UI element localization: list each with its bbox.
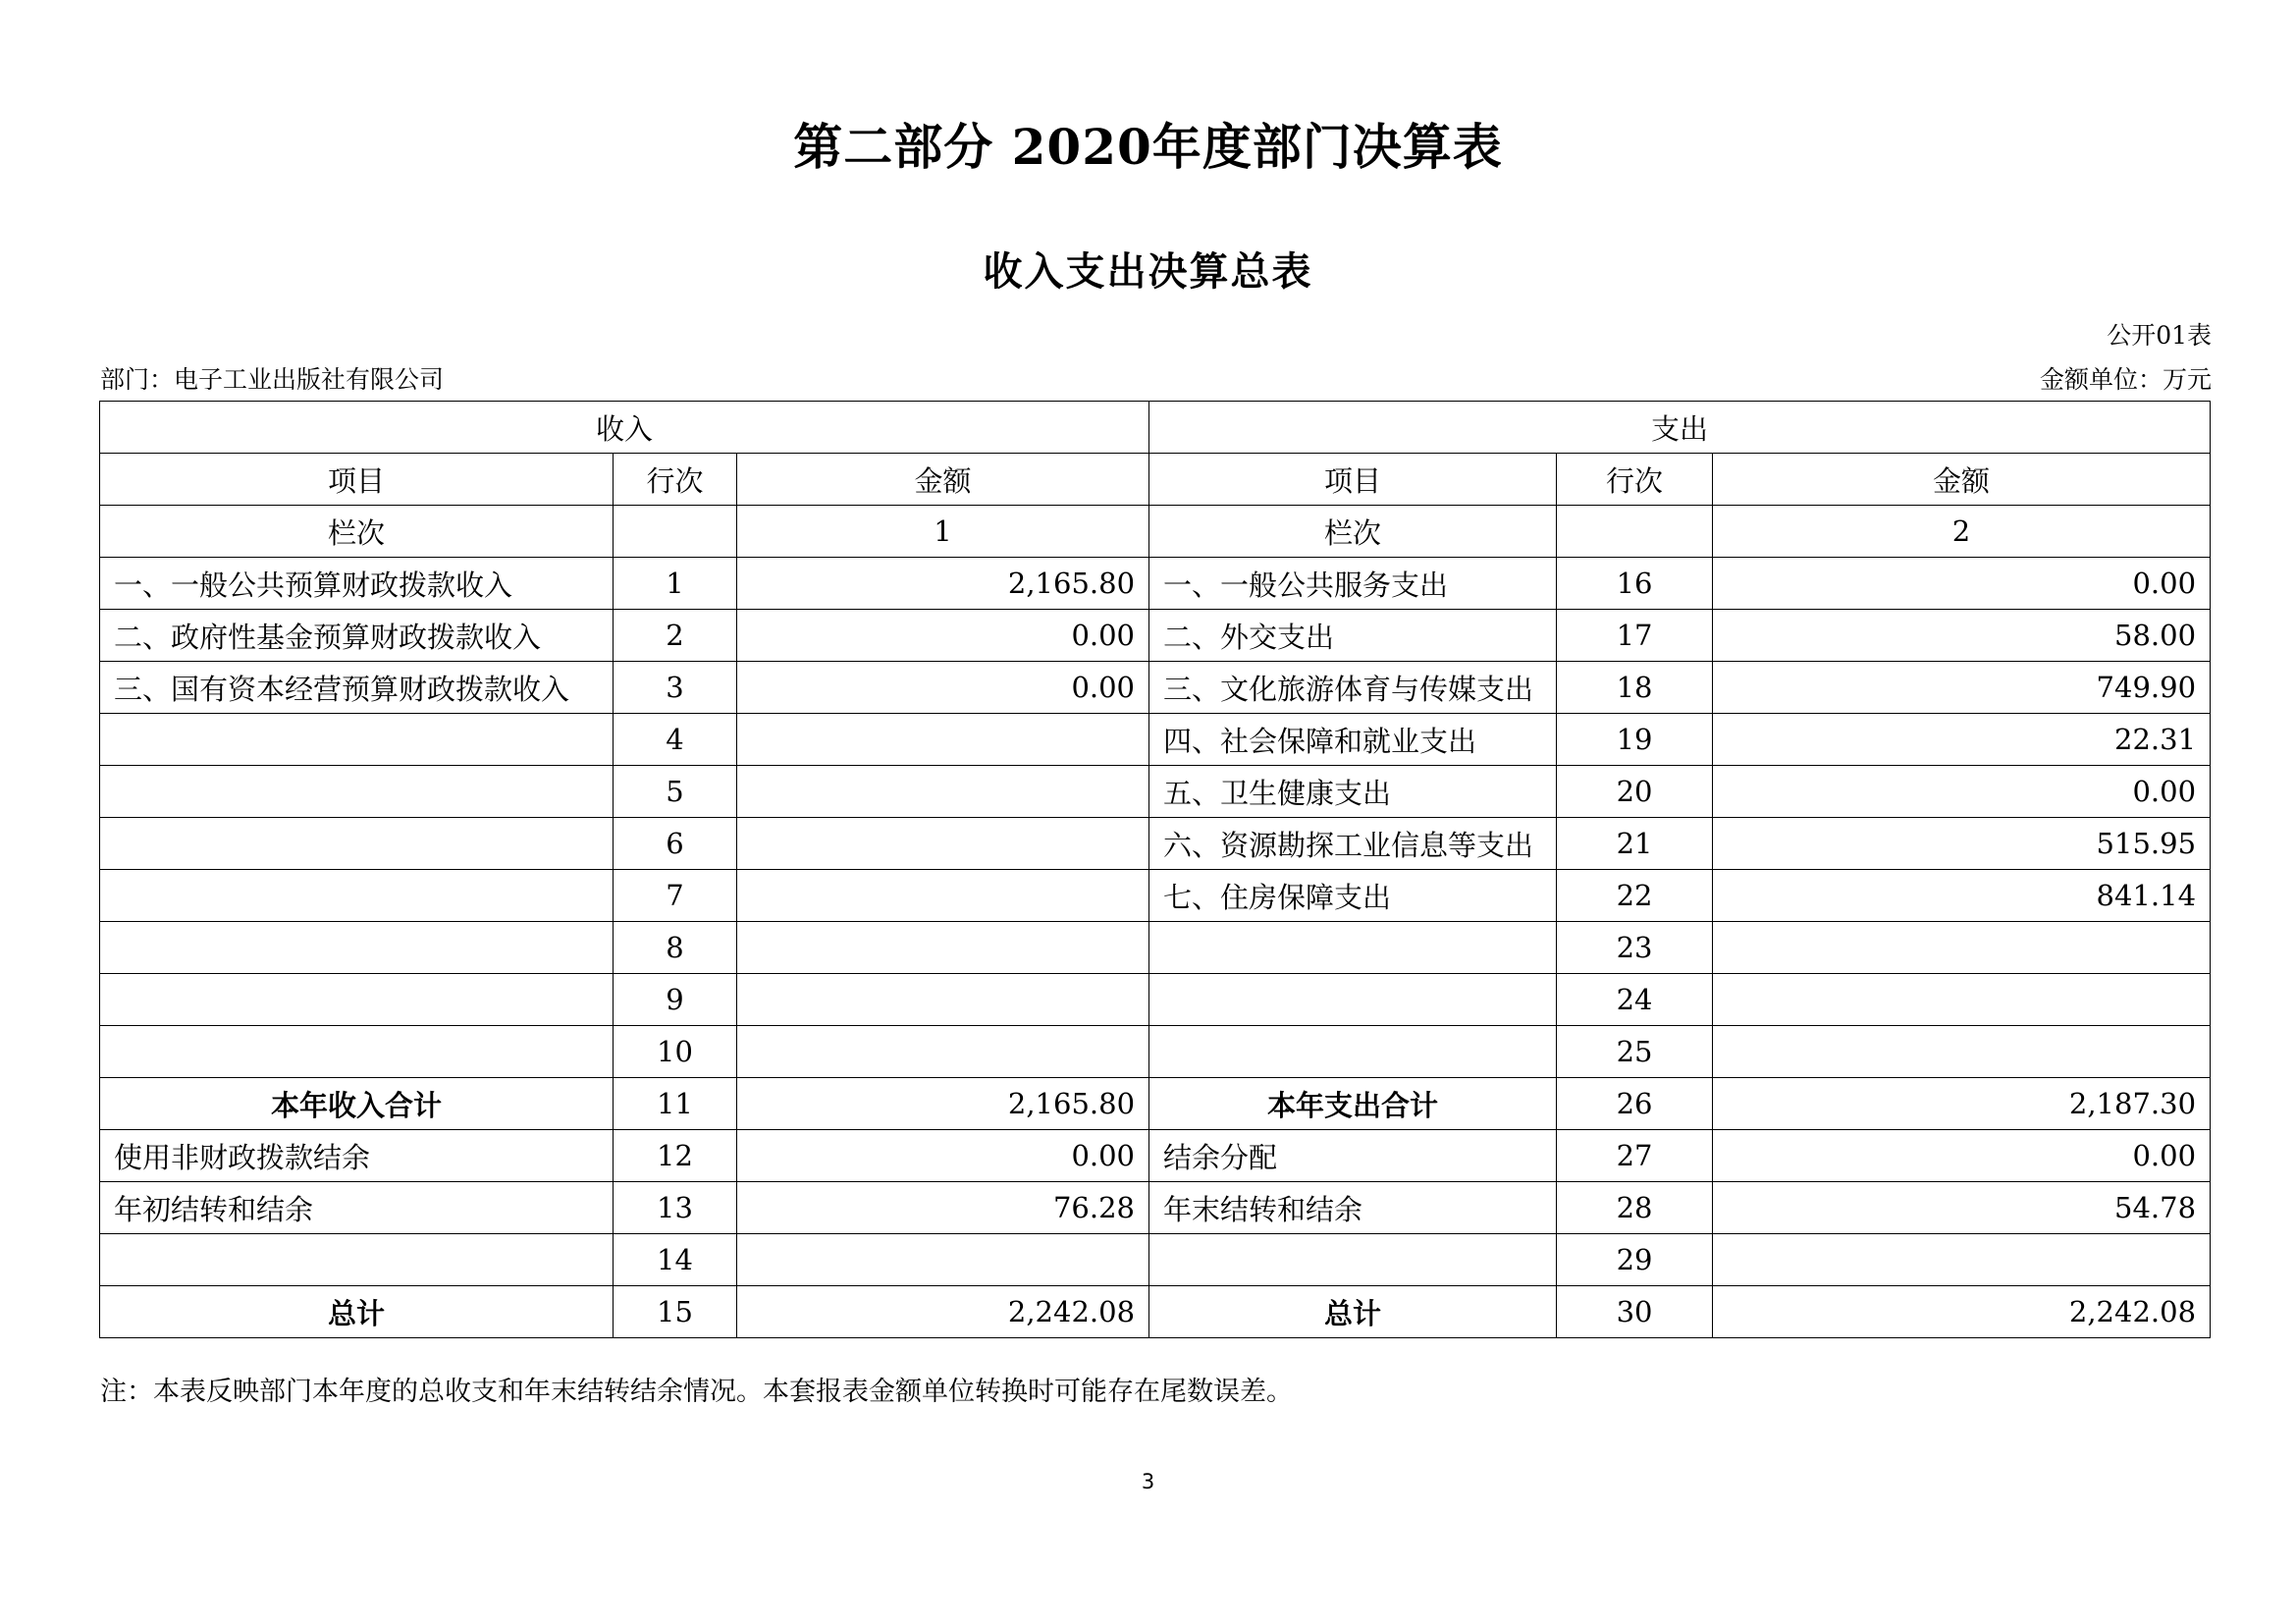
expense-column-index: 2 bbox=[1713, 506, 2211, 558]
expense-amount-cell: 2,242.08 bbox=[1713, 1286, 2211, 1338]
income-item-cell: 总计 bbox=[100, 1286, 614, 1338]
income-amount-cell bbox=[737, 922, 1149, 974]
income-item-cell: 本年收入合计 bbox=[100, 1078, 614, 1130]
expense-item-cell bbox=[1149, 974, 1557, 1026]
income-amount-cell: 2,242.08 bbox=[737, 1286, 1149, 1338]
expense-item-cell: 三、文化旅游体育与传媒支出 bbox=[1149, 662, 1557, 714]
expense-amount-cell bbox=[1713, 922, 2211, 974]
income-item-cell: 二、政府性基金预算财政拨款收入 bbox=[100, 610, 614, 662]
income-section-header: 收入 bbox=[100, 402, 1149, 454]
expense-item-cell bbox=[1149, 1026, 1557, 1078]
income-amount-cell: 0.00 bbox=[737, 610, 1149, 662]
income-line-no-cell: 14 bbox=[614, 1234, 737, 1286]
income-item-cell: 年初结转和结余 bbox=[100, 1182, 614, 1234]
income-item-cell bbox=[100, 974, 614, 1026]
income-line-no-cell: 4 bbox=[614, 714, 737, 766]
table-row bbox=[100, 662, 2211, 714]
table-row bbox=[100, 870, 2211, 922]
income-line-no-cell: 13 bbox=[614, 1182, 737, 1234]
table-row bbox=[100, 610, 2211, 662]
expense-line-no-cell: 20 bbox=[1557, 766, 1713, 818]
income-item-cell bbox=[100, 818, 614, 870]
expense-item-cell: 总计 bbox=[1149, 1286, 1557, 1338]
table-row bbox=[100, 766, 2211, 818]
table-title: 收入支出决算总表 bbox=[983, 249, 1313, 295]
expense-line-no-cell: 27 bbox=[1557, 1130, 1713, 1182]
income-amount-cell bbox=[737, 870, 1149, 922]
income-line-no-cell: 1 bbox=[614, 558, 737, 610]
expense-line-no-cell: 18 bbox=[1557, 662, 1713, 714]
income-column-label: 栏次 bbox=[100, 506, 614, 558]
expense-item-header: 项目 bbox=[1149, 454, 1557, 506]
income-line-no-header: 行次 bbox=[614, 454, 737, 506]
expense-amount-cell: 749.90 bbox=[1713, 662, 2211, 714]
table-row bbox=[100, 1182, 2211, 1234]
table-row bbox=[100, 974, 2211, 1026]
income-item-cell bbox=[100, 714, 614, 766]
expense-item-cell: 年末结转和结余 bbox=[1149, 1182, 1557, 1234]
income-item-cell: 一、一般公共预算财政拨款收入 bbox=[100, 558, 614, 610]
footnote: 注：本表反映部门本年度的总收支和年末结转结余情况。本套报表金额单位转换时可能存在尾数误差。 bbox=[100, 1377, 1293, 1407]
income-line-no-cell: 2 bbox=[614, 610, 737, 662]
income-line-no-cell: 6 bbox=[614, 818, 737, 870]
table-row bbox=[100, 922, 2211, 974]
income-amount-cell: 0.00 bbox=[737, 662, 1149, 714]
expense-amount-cell: 2,187.30 bbox=[1713, 1078, 2211, 1130]
income-line-no-cell: 15 bbox=[614, 1286, 737, 1338]
income-item-cell bbox=[100, 766, 614, 818]
income-line-no-cell: 9 bbox=[614, 974, 737, 1026]
expense-amount-cell bbox=[1713, 1234, 2211, 1286]
income-amount-cell bbox=[737, 766, 1149, 818]
expense-line-no-cell: 17 bbox=[1557, 610, 1713, 662]
expense-amount-cell bbox=[1713, 974, 2211, 1026]
expense-amount-cell: 54.78 bbox=[1713, 1182, 2211, 1234]
expense-amount-cell: 58.00 bbox=[1713, 610, 2211, 662]
header-row-section bbox=[100, 402, 2211, 454]
expense-amount-cell: 22.31 bbox=[1713, 714, 2211, 766]
income-amount-cell: 76.28 bbox=[737, 1182, 1149, 1234]
expense-item-cell: 一、一般公共服务支出 bbox=[1149, 558, 1557, 610]
expense-line-no-header: 行次 bbox=[1557, 454, 1713, 506]
income-line-no-cell: 12 bbox=[614, 1130, 737, 1182]
income-line-no-cell: 8 bbox=[614, 922, 737, 974]
header-row-column-index bbox=[100, 506, 2211, 558]
expense-amount-cell: 515.95 bbox=[1713, 818, 2211, 870]
income-line-no-cell: 10 bbox=[614, 1026, 737, 1078]
expense-amount-cell: 0.00 bbox=[1713, 1130, 2211, 1182]
form-number: 公开01表 bbox=[2107, 321, 2212, 350]
expense-line-no-cell: 22 bbox=[1557, 870, 1713, 922]
income-item-cell bbox=[100, 1026, 614, 1078]
department-label: 部门：电子工业出版社有限公司 bbox=[100, 365, 445, 394]
table-row bbox=[100, 714, 2211, 766]
income-item-header: 项目 bbox=[100, 454, 614, 506]
income-line-no-cell: 11 bbox=[614, 1078, 737, 1130]
income-expense-table bbox=[99, 401, 2211, 1338]
income-item-cell bbox=[100, 870, 614, 922]
income-item-cell bbox=[100, 1234, 614, 1286]
table-row bbox=[100, 1234, 2211, 1286]
expense-item-cell: 结余分配 bbox=[1149, 1130, 1557, 1182]
expense-amount-cell bbox=[1713, 1026, 2211, 1078]
income-item-cell bbox=[100, 922, 614, 974]
expense-line-no-cell: 28 bbox=[1557, 1182, 1713, 1234]
expense-amount-cell: 0.00 bbox=[1713, 766, 2211, 818]
expense-line-no-cell: 25 bbox=[1557, 1026, 1713, 1078]
expense-column-label: 栏次 bbox=[1149, 506, 1557, 558]
income-line-no-cell: 3 bbox=[614, 662, 737, 714]
table-row bbox=[100, 1130, 2211, 1182]
expense-line-no-cell: 30 bbox=[1557, 1286, 1713, 1338]
expense-line-no-cell: 21 bbox=[1557, 818, 1713, 870]
income-amount-cell bbox=[737, 1234, 1149, 1286]
income-amount-cell: 0.00 bbox=[737, 1130, 1149, 1182]
expense-item-cell bbox=[1149, 922, 1557, 974]
expense-item-cell bbox=[1149, 1234, 1557, 1286]
income-amount-cell: 2,165.80 bbox=[737, 1078, 1149, 1130]
table-row bbox=[100, 1078, 2211, 1130]
table-row bbox=[100, 558, 2211, 610]
expense-line-no-cell: 19 bbox=[1557, 714, 1713, 766]
income-amount-cell bbox=[737, 974, 1149, 1026]
expense-section-header: 支出 bbox=[1149, 402, 2211, 454]
header-row-columns bbox=[100, 454, 2211, 506]
expense-amount-cell: 0.00 bbox=[1713, 558, 2211, 610]
expense-amount-cell: 841.14 bbox=[1713, 870, 2211, 922]
expense-line-no-cell: 26 bbox=[1557, 1078, 1713, 1130]
expense-item-cell: 二、外交支出 bbox=[1149, 610, 1557, 662]
table-row bbox=[100, 1286, 2211, 1338]
table-row bbox=[100, 1026, 2211, 1078]
income-amount-cell bbox=[737, 1026, 1149, 1078]
expense-item-cell: 五、卫生健康支出 bbox=[1149, 766, 1557, 818]
income-column-index: 1 bbox=[737, 506, 1149, 558]
income-line-no-cell: 7 bbox=[614, 870, 737, 922]
document-title: 第二部分 2020年度部门决算表 bbox=[793, 118, 1503, 176]
expense-line-no-cell: 24 bbox=[1557, 974, 1713, 1026]
income-amount-cell: 2,165.80 bbox=[737, 558, 1149, 610]
income-item-cell: 三、国有资本经营预算财政拨款收入 bbox=[100, 662, 614, 714]
expense-item-cell: 七、住房保障支出 bbox=[1149, 870, 1557, 922]
expense-item-cell: 六、资源勘探工业信息等支出 bbox=[1149, 818, 1557, 870]
table-row bbox=[100, 818, 2211, 870]
expense-item-cell: 四、社会保障和就业支出 bbox=[1149, 714, 1557, 766]
income-amount-header: 金额 bbox=[737, 454, 1149, 506]
income-column-blank bbox=[614, 506, 737, 558]
expense-line-no-cell: 23 bbox=[1557, 922, 1713, 974]
expense-item-cell: 本年支出合计 bbox=[1149, 1078, 1557, 1130]
expense-amount-header: 金额 bbox=[1713, 454, 2211, 506]
amount-unit-label: 金额单位：万元 bbox=[2039, 365, 2212, 394]
expense-line-no-cell: 29 bbox=[1557, 1234, 1713, 1286]
expense-column-blank bbox=[1557, 506, 1713, 558]
income-amount-cell bbox=[737, 818, 1149, 870]
income-item-cell: 使用非财政拨款结余 bbox=[100, 1130, 614, 1182]
page-number: 3 bbox=[1141, 1470, 1155, 1493]
income-amount-cell bbox=[737, 714, 1149, 766]
expense-line-no-cell: 16 bbox=[1557, 558, 1713, 610]
income-line-no-cell: 5 bbox=[614, 766, 737, 818]
